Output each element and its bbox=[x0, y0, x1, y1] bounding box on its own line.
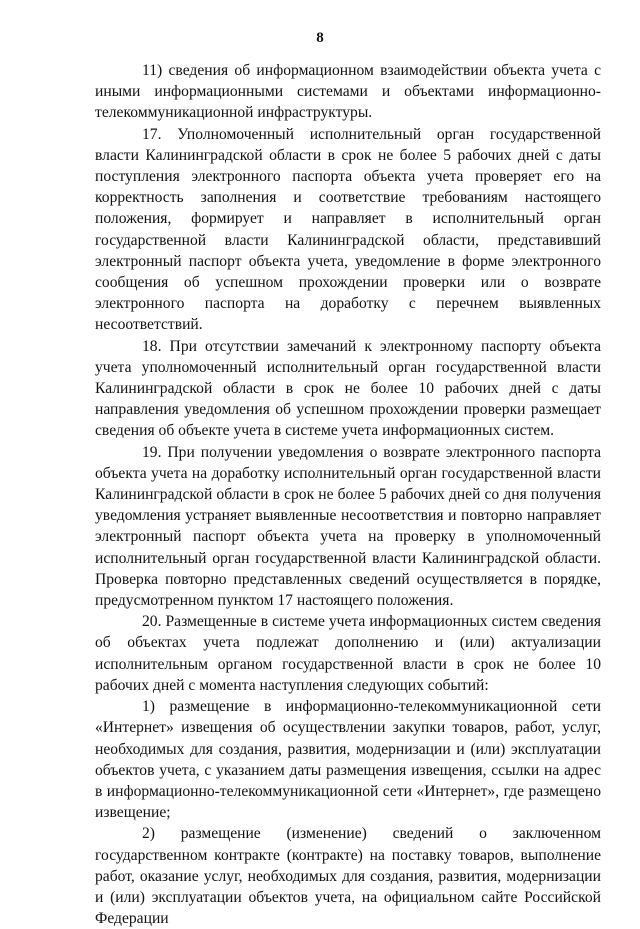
paragraph-subitem-1: 1) размещение в информационно-телекоммуникационной сети «Интернет» извещения об осуществлении закупки товаров, работ, услуг, необходимых для создания, развития, модернизации и (или) эксплуатации объектов учета, с указанием даты размещения извещения, ссылки на адрес в информационно-телекоммуникационной сети «Интернет», где размещено извещение; bbox=[95, 698, 601, 822]
paragraph-item-11: 11) сведения об информационном взаимодействии объекта учета с иными информационными системами и объектами информационно-телекоммуникационной инфраструктуры. bbox=[95, 62, 601, 122]
paragraph-clause-18: 18. При отсутствии замечаний к электронному паспорту объекта учета уполномоченный исполнительный орган государственной власти Калининградской области в срок не более 10 рабочих дней с даты направления уведомления об успешном прохождении проверки размещает сведения об объекте учета в системе учета информационных систем. bbox=[95, 337, 601, 440]
paragraph-clause-20: 20. Размещенные в системе учета информационных систем сведения об объектах учета подлежат дополнению и (или) актуализации исполнительным органом государственной власти в срок не более 10 рабочих дней с момента наступления следующих событий: bbox=[95, 613, 601, 694]
paragraph-subitem-2: 2) размещение (изменение) сведений о заключенном государственном контракте (контракте) на поставку товаров, выполнение работ, оказание услуг, необходимых для создания, развития, модернизации и (или) эксплуатации объектов учета, на официальном сайте Российской Федерации bbox=[95, 825, 601, 928]
page-number: 8 bbox=[316, 30, 324, 46]
paragraph-clause-17: 17. Уполномоченный исполнительный орган государственной власти Калининградской области в срок не более 5 рабочих дней с даты поступления электронного паспорта объекта учета проверяет его на корректность заполнения и соответствие требованиям настоящего положения, формирует и направляет в исполнительный орган государственной власти Калининградской области, представивший электронный паспорт объекта учета, уведомление в форме электронного сообщения об успешном прохождении проверки или о возврате электронного паспорта на доработку с перечнем выявленных несоответствий. bbox=[95, 125, 601, 334]
paragraph-clause-19: 19. При получении уведомления о возврате электронного паспорта объекта учета на доработку исполнительный орган государственной власти Калининградской области в срок не более 5 рабочих дней со дня получения уведомления устраняет выявленные несоответствия и повторно направляет электронный паспорт объекта учета на проверку в уполномоченный исполнительный орган государственной власти Калининградской области. Проверка повторно представленных сведений осуществляется в порядке, предусмотренном пунктом 17 настоящего положения. bbox=[95, 443, 601, 610]
document-body bbox=[95, 60, 601, 929]
